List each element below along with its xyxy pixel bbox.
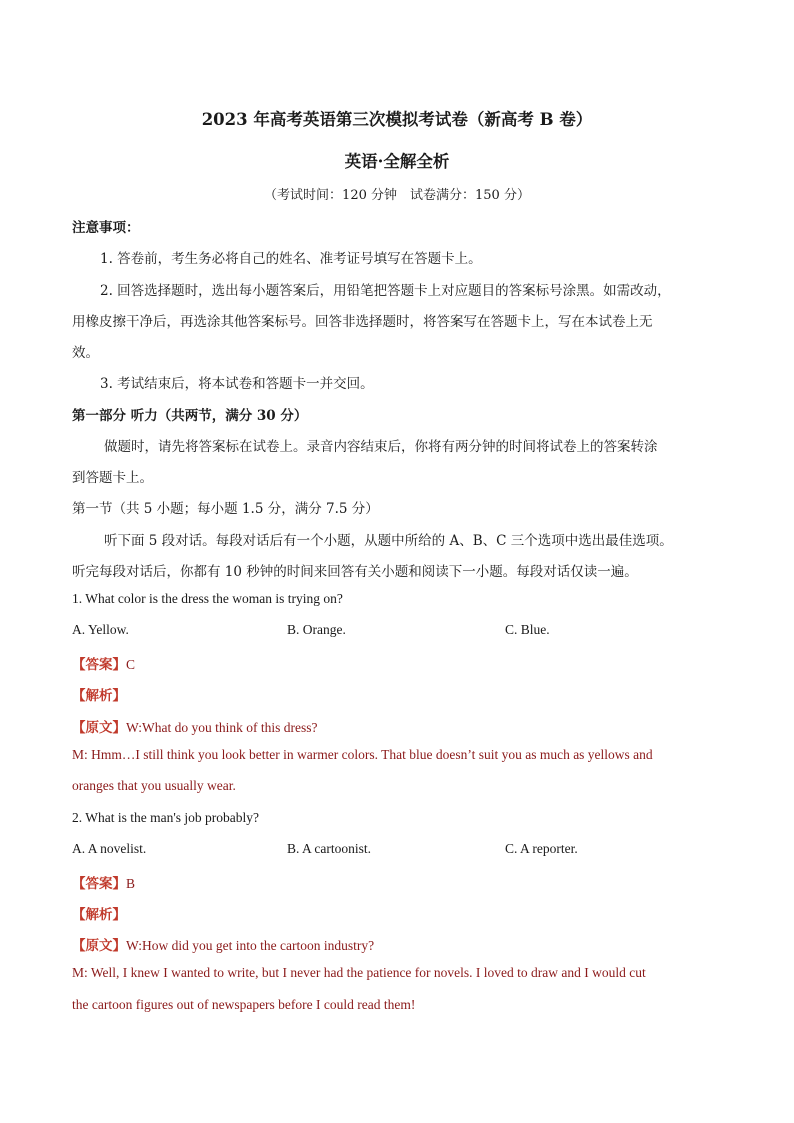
q1-question: 1. What color is the dress the woman is trying on? xyxy=(72,591,343,606)
original-label: 【原文】 xyxy=(72,720,126,736)
analysis-label: 【解析】 xyxy=(72,907,126,923)
q1-original-m-line-2: oranges that you usually wear. xyxy=(72,778,236,793)
q1-analysis-row xyxy=(72,684,126,704)
q1-original-row xyxy=(72,716,317,736)
notice-item-1: 1. 答卷前，考生务必将自己的姓名、准考证号填写在答题卡上。 xyxy=(100,251,482,267)
notice-item-2-line-2: 用橡皮擦干净后，再选涂其他答案标号。回答非选择题时，将答案写在答题卡上，写在本试卷上无 xyxy=(72,314,653,330)
exam-info: （考试时间：120 分钟 试卷满分：150 分） xyxy=(264,188,530,203)
q2-original-m-line-2: the cartoon figures out of newspapers before I could read them! xyxy=(72,997,416,1012)
q1-option-c: C. Blue. xyxy=(505,622,550,637)
original-label: 【原文】 xyxy=(72,938,126,954)
part1-intro-line-1: 做题时，请先将答案标在试卷上。录音内容结束后，你将有两分钟的时间将试卷上的答案转涂 xyxy=(104,439,658,455)
answer-label: 【答案】 xyxy=(72,657,126,673)
q2-answer-value: B xyxy=(126,876,136,891)
q2-option-b: B. A cartoonist. xyxy=(287,841,371,856)
analysis-label: 【解析】 xyxy=(72,688,126,704)
q2-answer-row xyxy=(72,872,135,892)
page-title: 2023 年高考英语第三次模拟考试卷（新高考 B 卷） xyxy=(201,110,593,129)
answer-label: 【答案】 xyxy=(72,876,126,892)
part1-heading: 第一部分 听力（共两节，满分 30 分） xyxy=(72,408,308,424)
notice-item-2-line-1: 2. 回答选择题时，选出每小题答案后，用铅笔把答题卡上对应题目的答案标号涂黑。如需改动， xyxy=(100,283,671,299)
q1-original-w: W:What do you think of this dress? xyxy=(126,720,318,735)
q2-original-m-line-1: M: Well, I knew I wanted to write, but I never had the patience for novels. I loved to draw and I would cut xyxy=(72,965,646,980)
notice-item-3: 3. 考试结束后，将本试卷和答题卡一并交回。 xyxy=(100,376,374,392)
section1-instructions-line-1: 听下面 5 段对话。每段对话后有一个小题，从题中所给的 A、B、C 三个选项中选出最佳选项。 xyxy=(104,533,673,549)
q2-question: 2. What is the man's job probably? xyxy=(72,810,260,825)
notice-item-2-line-3: 效。 xyxy=(72,345,99,361)
q2-analysis-row xyxy=(72,903,126,923)
q2-option-c: C. A reporter. xyxy=(505,841,578,856)
q1-option-a: A. Yellow. xyxy=(72,622,129,637)
notice-heading: 注意事项： xyxy=(72,220,140,236)
part1-intro-line-2: 到答题卡上。 xyxy=(72,470,153,486)
q1-option-b: B. Orange. xyxy=(287,622,346,637)
q2-original-w: W:How did you get into the cartoon industry? xyxy=(126,938,375,953)
q1-answer-row xyxy=(72,653,135,673)
section1-heading: 第一节（共 5 小题；每小题 1.5 分，满分 7.5 分） xyxy=(72,501,379,517)
page-subtitle: 英语·全解全析 xyxy=(344,152,450,171)
q1-original-m-line-1: M: Hmm…I still think you look better in warmer colors. That blue doesn’t suit you as much as yellows and xyxy=(72,747,653,762)
section1-instructions-line-2: 听完每段对话后，你都有 10 秒钟的时间来回答有关小题和阅读下一小题。每段对话仅读一遍。 xyxy=(72,564,638,580)
q1-answer-value: C xyxy=(126,657,136,672)
q2-option-a: A. A novelist. xyxy=(72,841,147,856)
q2-original-row xyxy=(72,934,374,954)
